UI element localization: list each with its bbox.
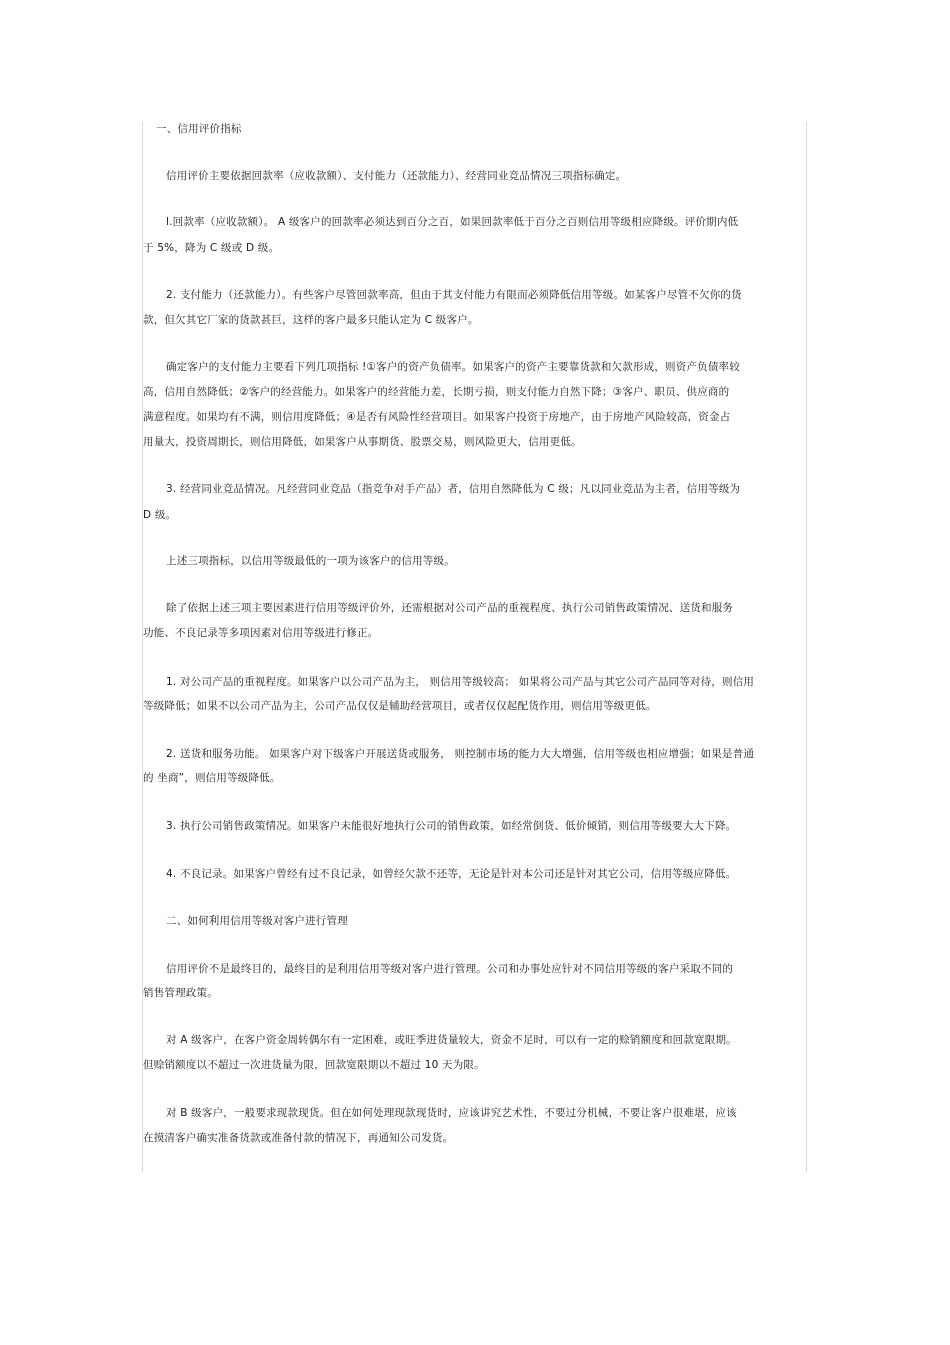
text-line-p14a: 对 B 级客户，一般要求现款现货。但在如何处理现款现货时，应该讲究艺术性，不要过分机械，不要让客户很难堪，应该: [166, 1107, 737, 1119]
text-line-p2a: l.回款率（应收款额）。 A 级客户的回款率必须达到百分之百，如果回款率低于百分之百则信用等级相应降级。评价期内低: [166, 216, 739, 228]
text-line-p4c: 满意程度。如果均有不满，则信用度降低；④是否有风险性经营项目。如果客户投资于房地产，由于房地产风险较高，资金占: [143, 411, 731, 423]
text-line-p9a: 2. 送货和服务功能。 如果客户对下级客户开展送货或服务， 则控制市场的能力大大增强，信用等级也相应增强；如果是普通: [166, 748, 755, 760]
text-line-p5b: D 级。: [143, 509, 177, 521]
text-line-p13b: 但赊销额度以不超过一次进货量为限，回款宽限期以不超过 10 天为限。: [143, 1059, 485, 1071]
text-line-p8b: 等级降低；如果不以公司产品为主，公司产品仅仅是辅助经营项目，或者仅仅起配货作用，则信用等级更低。: [143, 700, 657, 712]
right-border-line: [806, 122, 807, 1172]
text-line-p4b: 高，信用自然降低；②客户的经营能力。如果客户的经营能力差，长期亏损，则支付能力自然下降；③客户、职员、供应商的: [143, 386, 730, 398]
text-line-p11: 4. 不良记录。如果客户曾经有过不良记录，如曾经欠款不还等，无论是针对本公司还是针对其它公司，信用等级应降低。: [166, 868, 737, 880]
text-line-p12b: 销售管理政策。: [143, 987, 218, 999]
text-line-p3b: 款，但欠其它厂家的货款甚巨，这样的客户最多只能认定为 C 级客户。: [143, 314, 479, 326]
text-line-p14b: 在摸清客户确实准备货款或准备付款的情况下，再通知公司发货。: [143, 1132, 454, 1144]
text-line-p13a: 对 A 级客户，在客户资金周转偶尔有一定困难，或旺季进货量较大，资金不足时，可以有一定的赊销额度和回款宽限期。: [166, 1034, 737, 1046]
text-line-p6: 上述三项指标，以信用等级最低的一项为该客户的信用等级。: [166, 555, 455, 567]
text-line-p7a: 除了依据上述三项主要因素进行信用等级评价外，还需根据对公司产品的重视程度、执行公司销售政策情况、送货和服务: [166, 602, 734, 614]
text-line-p1: 信用评价主要依据回款率（应收款额）、支付能力（还款能力）、经营同业竞品情况三项指标确定。: [166, 170, 627, 182]
text-line-p4d: 用量大，投资周期长，则信用降低，如果客户从事期货、股票交易，则风险更大，信用更低。: [143, 436, 582, 448]
section-heading-h1: 一、信用评价指标: [156, 123, 242, 135]
left-border-line: [142, 122, 143, 1172]
text-line-p7b: 功能、不良记录等多项因素对信用等级进行修正。: [143, 627, 379, 639]
text-line-p10: 3. 执行公司销售政策情况。如果客户未能很好地执行公司的销售政策，如经常倒货、低价倾销，则信用等级要大大下降。: [166, 820, 737, 832]
text-line-p9b: 的 坐商”，则信用等级降低。: [143, 772, 281, 784]
text-line-p12a: 信用评价不是最终目的，最终目的是利用信用等级对客户进行管理。公司和办事处应针对不同信用等级的客户采取不同的: [166, 963, 734, 975]
text-line-p5a: 3. 经营同业竞品情况。凡经营同业竞品（指竞争对手产品）者，信用自然降低为 C 级；凡以同业竞品为主者，信用等级为: [166, 483, 741, 495]
text-line-p4a: 确定客户的支付能力主要看下列几项指标 !①客户的资产负债率。如果客户的资产主要靠货款和欠款形成，则资产负债率较: [166, 361, 740, 373]
text-line-p3a: 2. 支付能力（还款能力）。有些客户尽管回款率高，但由于其支付能力有限而必须降低信用等级。如某客户尽管不欠你的货: [166, 289, 742, 301]
section-heading-h2: 二、如何利用信用等级对客户进行管理: [166, 915, 348, 927]
text-line-p2b: 于 5%，降为 C 级或 D 级。: [143, 242, 280, 254]
text-line-p8a: 1. 对公司产品的重视程度。如果客户以公司产品为主， 则信用等级较高； 如果将公司产品与其它公司产品同等对待，则信用: [166, 676, 755, 688]
